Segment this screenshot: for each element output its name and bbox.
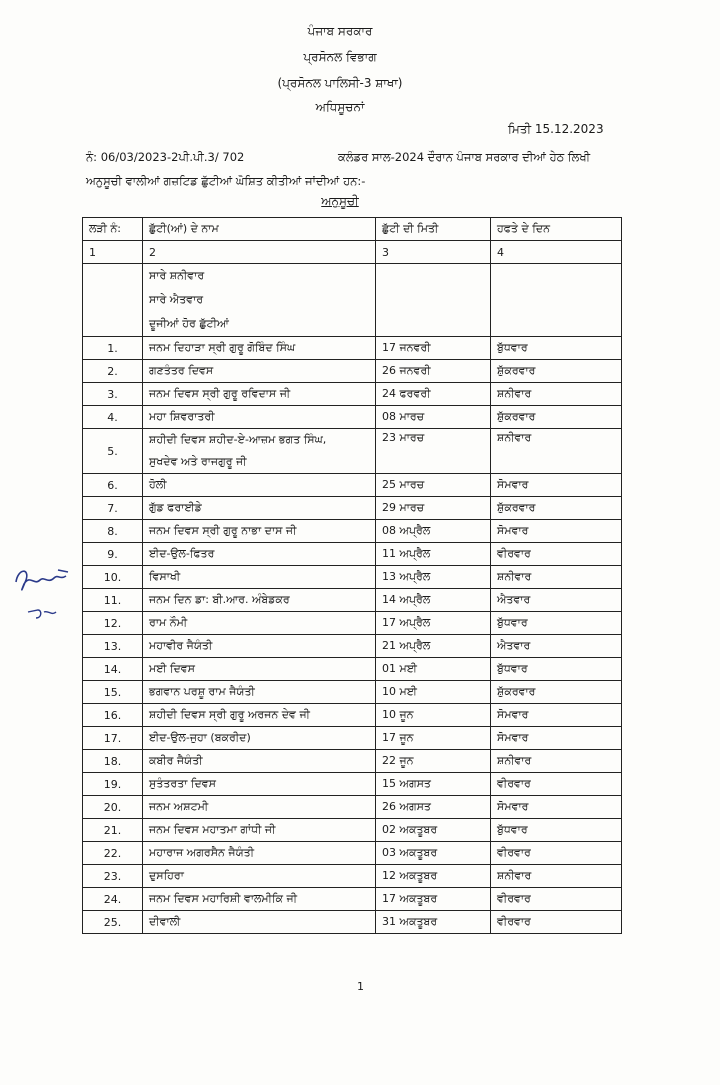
row-serial-number: 17. xyxy=(83,727,143,750)
holiday-weekday: ਸੋਮਵਾਰ xyxy=(491,727,622,750)
holiday-weekday: ਬੁੱਧਵਾਰ xyxy=(491,612,622,635)
page-number: 1 xyxy=(357,980,364,993)
holiday-date: 10 ਮਈ xyxy=(376,681,491,704)
table-row xyxy=(83,543,622,566)
holiday-name: ਵਿਸਾਖੀ xyxy=(143,566,376,589)
holiday-name: ਗਣਤੰਤਰ ਦਿਵਸ xyxy=(143,360,376,383)
general-holiday-item: ਸਾਰੇ ਸ਼ਨੀਵਾਰ xyxy=(149,269,205,282)
holiday-weekday: ਸ਼ੁੱਕਰਵਾਰ xyxy=(491,497,622,520)
branch-title: (ਪ੍ਰਸੋਨਲ ਪਾਲਿਸੀ-3 ਸ਼ਾਖਾ) xyxy=(277,76,403,90)
row-serial-number: 6. xyxy=(83,474,143,497)
table-row xyxy=(83,796,622,819)
holiday-name: ਮਹਾਵੀਰ ਜੈਯੰਤੀ xyxy=(143,635,376,658)
notification-date: ਮਿਤੀ 15.12.2023 xyxy=(508,122,604,136)
holiday-name: ਭਗਵਾਨ ਪਰਸ਼ੂ ਰਾਮ ਜੈਯੰਤੀ xyxy=(143,681,376,704)
notification-title: ਅਧਿਸੂਚਨਾਂ xyxy=(315,100,365,114)
table-row xyxy=(83,612,622,635)
holiday-name: ਦੁਸਹਿਰਾ xyxy=(143,865,376,888)
holiday-name: ਗੁੱਡ ਫਰਾਈਡੇ xyxy=(143,497,376,520)
row-serial-number: 12. xyxy=(83,612,143,635)
column-number-row xyxy=(83,241,622,264)
table-row xyxy=(83,635,622,658)
table-row xyxy=(83,337,622,360)
row-serial-number: 20. xyxy=(83,796,143,819)
table-row xyxy=(83,520,622,543)
holiday-date: 10 ਜੂਨ xyxy=(376,704,491,727)
table-row xyxy=(83,865,622,888)
row-serial-number: 16. xyxy=(83,704,143,727)
holiday-weekday: ਸ਼ਨੀਵਾਰ xyxy=(491,750,622,773)
holiday-weekday: ਬੁੱਧਵਾਰ xyxy=(491,819,622,842)
holiday-date: 26 ਜਨਵਰੀ xyxy=(376,360,491,383)
holiday-date: 17 ਜੂਨ xyxy=(376,727,491,750)
column-header-sno: ਲੜੀ ਨੰ: xyxy=(83,218,143,241)
column-number: 2 xyxy=(143,241,376,264)
holiday-name: ਜਨਮ ਦਿਵਸ ਸ੍ਰੀ ਗੁਰੂ ਨਾਭਾ ਦਾਸ ਜੀ xyxy=(143,520,376,543)
column-number: 1 xyxy=(83,241,143,264)
row-serial-number: 11. xyxy=(83,589,143,612)
holiday-weekday: ਐਤਵਾਰ xyxy=(491,635,622,658)
row-serial-number: 25. xyxy=(83,911,143,934)
table-row xyxy=(83,497,622,520)
holiday-name: ਮਈ ਦਿਵਸ xyxy=(143,658,376,681)
table-row xyxy=(83,888,622,911)
holiday-name: ਜਨਮ ਦਿਨ ਡਾ: ਬੀ.ਆਰ. ਅੰਬੇਡਕਰ xyxy=(143,589,376,612)
holiday-name: ਜਨਮ ਅਸ਼ਟਮੀ xyxy=(143,796,376,819)
holiday-date: 11 ਅਪ੍ਰੈਲ xyxy=(376,543,491,566)
table-row xyxy=(83,750,622,773)
holiday-name: ਜਨਮ ਦਿਵਸ ਮਹਾਤਮਾ ਗਾਂਧੀ ਜੀ xyxy=(143,819,376,842)
column-header-day: ਹਫਤੇ ਦੇ ਦਿਨ xyxy=(491,218,622,241)
row-serial-number: 7. xyxy=(83,497,143,520)
row-serial-number: 22. xyxy=(83,842,143,865)
holiday-date: 26 ਅਗਸਤ xyxy=(376,796,491,819)
holiday-name: ਈਦ-ਉਲ-ਫਿਤਰ xyxy=(143,543,376,566)
holiday-name: ਜਨਮ ਦਿਵਸ ਸ੍ਰੀ ਗੁਰੂ ਰਵਿਦਾਸ ਜੀ xyxy=(143,383,376,406)
holiday-name-cell xyxy=(143,429,376,474)
holiday-weekday: ਸੋਮਵਾਰ xyxy=(491,704,622,727)
row-serial-number: 24. xyxy=(83,888,143,911)
row-serial-number: 4. xyxy=(83,406,143,429)
holiday-date: 08 ਅਪ੍ਰੈਲ xyxy=(376,520,491,543)
holiday-date: 17 ਜਨਵਰੀ xyxy=(376,337,491,360)
holiday-weekday: ਵੀਰਵਾਰ xyxy=(491,911,622,934)
table-row xyxy=(83,474,622,497)
holiday-date: 17 ਅਕਤੂਬਰ xyxy=(376,888,491,911)
holiday-date: 23 ਮਾਰਚ xyxy=(376,429,491,474)
holiday-date: 24 ਫਰਵਰੀ xyxy=(376,383,491,406)
holiday-name: ਜਨਮ ਦਿਵਸ ਮਹਾਰਿਸ਼ੀ ਵਾਲਮੀਕਿ ਜੀ xyxy=(143,888,376,911)
holiday-date: 14 ਅਪ੍ਰੈਲ xyxy=(376,589,491,612)
holiday-name-continued: ਸੁਖਦੇਵ ਅਤੇ ਰਾਜਗੁਰੂ ਜੀ xyxy=(149,455,247,468)
table-row xyxy=(83,727,622,750)
holiday-date: 29 ਮਾਰਚ xyxy=(376,497,491,520)
table-row xyxy=(83,360,622,383)
table-row xyxy=(83,681,622,704)
holiday-name: ਕਬੀਰ ਜੈਯੰਤੀ xyxy=(143,750,376,773)
row-serial-number: 13. xyxy=(83,635,143,658)
row-serial-number: 9. xyxy=(83,543,143,566)
holiday-weekday: ਸੋਮਵਾਰ xyxy=(491,474,622,497)
holiday-date: 12 ਅਕਤੂਬਰ xyxy=(376,865,491,888)
holiday-weekday: ਸ਼ਨੀਵਾਰ xyxy=(491,429,622,474)
handwritten-signature xyxy=(8,560,78,630)
holiday-name: ਸੁਤੰਤਰਤਾ ਦਿਵਸ xyxy=(143,773,376,796)
holiday-weekday: ਬੁੱਧਵਾਰ xyxy=(491,337,622,360)
holiday-weekday: ਸ਼ੁੱਕਰਵਾਰ xyxy=(491,681,622,704)
table-row xyxy=(83,429,622,474)
row-serial-number: 1. xyxy=(83,337,143,360)
holiday-weekday: ਐਤਵਾਰ xyxy=(491,589,622,612)
holiday-name: ਈਦ-ਉਲ-ਜੁਹਾ (ਬਕਰੀਦ) xyxy=(143,727,376,750)
column-number: 3 xyxy=(376,241,491,264)
government-title: ਪੰਜਾਬ ਸਰਕਾਰ xyxy=(307,24,373,38)
table-row xyxy=(83,704,622,727)
holiday-date: 22 ਜੂਨ xyxy=(376,750,491,773)
holiday-date: 02 ਅਕਤੂਬਰ xyxy=(376,819,491,842)
empty-cell xyxy=(491,264,622,337)
empty-cell xyxy=(83,264,143,337)
row-serial-number: 8. xyxy=(83,520,143,543)
holiday-weekday: ਵੀਰਵਾਰ xyxy=(491,543,622,566)
holiday-name: ਸ਼ਹੀਦੀ ਦਿਵਸ ਸ੍ਰੀ ਗੁਰੂ ਅਰਜਨ ਦੇਵ ਜੀ xyxy=(143,704,376,727)
row-serial-number: 2. xyxy=(83,360,143,383)
holiday-name: ਦੀਵਾਲੀ xyxy=(143,911,376,934)
holiday-name: ਸ਼ਹੀਦੀ ਦਿਵਸ ਸ਼ਹੀਦ-ਏ-ਆਜ਼ਮ ਭਗਤ ਸਿੰਘ, xyxy=(149,433,327,446)
holiday-weekday: ਸ਼ਨੀਵਾਰ xyxy=(491,566,622,589)
table-row xyxy=(83,819,622,842)
holiday-date: 31 ਅਕਤੂਬਰ xyxy=(376,911,491,934)
holiday-name: ਰਾਮ ਨੌਮੀ xyxy=(143,612,376,635)
holiday-weekday: ਬੁੱਧਵਾਰ xyxy=(491,658,622,681)
table-row xyxy=(83,773,622,796)
holiday-weekday: ਵੀਰਵਾਰ xyxy=(491,773,622,796)
row-serial-number: 21. xyxy=(83,819,143,842)
general-holidays-row xyxy=(83,264,622,337)
holiday-name: ਜਨਮ ਦਿਹਾੜਾ ਸ੍ਰੀ ਗੁਰੂ ਗੋਬਿੰਦ ਸਿੰਘ xyxy=(143,337,376,360)
general-holiday-item: ਦੂਜੀਆਂ ਹੋਰ ਛੁੱਟੀਆਂ xyxy=(149,317,229,330)
holiday-table xyxy=(82,217,622,934)
row-serial-number: 10. xyxy=(83,566,143,589)
row-serial-number: 18. xyxy=(83,750,143,773)
holiday-name: ਹੋਲੀ xyxy=(143,474,376,497)
row-serial-number: 5. xyxy=(83,429,143,474)
row-serial-number: 19. xyxy=(83,773,143,796)
table-row xyxy=(83,658,622,681)
general-holiday-item: ਸਾਰੇ ਐਤਵਾਰ xyxy=(149,293,204,306)
holiday-date: 08 ਮਾਰਚ xyxy=(376,406,491,429)
department-title: ਪ੍ਰਸੋਨਲ ਵਿਭਾਗ xyxy=(303,50,377,64)
table-row xyxy=(83,842,622,865)
column-header-date: ਛੁੱਟੀ ਦੀ ਮਿਤੀ xyxy=(376,218,491,241)
reference-number: ਨੰ: 06/03/2023-2ਪੀ.ਪੀ.3/ 702 xyxy=(86,150,245,164)
holiday-name: ਮਹਾ ਸ਼ਿਵਰਾਤਰੀ xyxy=(143,406,376,429)
row-serial-number: 23. xyxy=(83,865,143,888)
holiday-weekday: ਸ਼ਨੀਵਾਰ xyxy=(491,865,622,888)
table-row xyxy=(83,566,622,589)
holiday-date: 21 ਅਪ੍ਰੈਲ xyxy=(376,635,491,658)
column-header-name: ਛੁੱਟੀ(ਆਂ) ਦੇ ਨਾਮ xyxy=(143,218,376,241)
subject-line-2: ਅਨੁਸੂਚੀ ਵਾਲੀਆਂ ਗਜ਼ਟਿਡ ਛੁੱਟੀਆਂ ਘੋਸ਼ਿਤ ਕੀਤੀਆਂ ਜਾਂਦੀਆਂ ਹਨ:- xyxy=(86,174,366,188)
row-serial-number: 3. xyxy=(83,383,143,406)
general-holidays-cell xyxy=(143,264,376,337)
row-serial-number: 15. xyxy=(83,681,143,704)
empty-cell xyxy=(376,264,491,337)
holiday-weekday: ਸੋਮਵਾਰ xyxy=(491,796,622,819)
holiday-date: 13 ਅਪ੍ਰੈਲ xyxy=(376,566,491,589)
subject-line-1: ਕਲੰਡਰ ਸਾਲ-2024 ਦੌਰਾਨ ਪੰਜਾਬ ਸਰਕਾਰ ਦੀਆਂ ਹੇਠ ਲਿਖੀ xyxy=(338,150,591,164)
holiday-weekday: ਵੀਰਵਾਰ xyxy=(491,842,622,865)
holiday-weekday: ਸ਼ੁੱਕਰਵਾਰ xyxy=(491,360,622,383)
holiday-date: 03 ਅਕਤੂਬਰ xyxy=(376,842,491,865)
holiday-date: 25 ਮਾਰਚ xyxy=(376,474,491,497)
holiday-weekday: ਸ਼ਨੀਵਾਰ xyxy=(491,383,622,406)
table-row xyxy=(83,383,622,406)
holiday-date: 15 ਅਗਸਤ xyxy=(376,773,491,796)
schedule-title: ਅਨੁਸੂਚੀ xyxy=(321,194,359,208)
table-row xyxy=(83,911,622,934)
table-header-row xyxy=(83,218,622,241)
holiday-weekday: ਸ਼ੁੱਕਰਵਾਰ xyxy=(491,406,622,429)
holiday-date: 17 ਅਪ੍ਰੈਲ xyxy=(376,612,491,635)
holiday-weekday: ਵੀਰਵਾਰ xyxy=(491,888,622,911)
holiday-name: ਮਹਾਰਾਜ ਅਗਰਸੈਨ ਜੈਯੰਤੀ xyxy=(143,842,376,865)
holiday-weekday: ਸੋਮਵਾਰ xyxy=(491,520,622,543)
table-row xyxy=(83,406,622,429)
column-number: 4 xyxy=(491,241,622,264)
table-row xyxy=(83,589,622,612)
holiday-date: 01 ਮਈ xyxy=(376,658,491,681)
row-serial-number: 14. xyxy=(83,658,143,681)
